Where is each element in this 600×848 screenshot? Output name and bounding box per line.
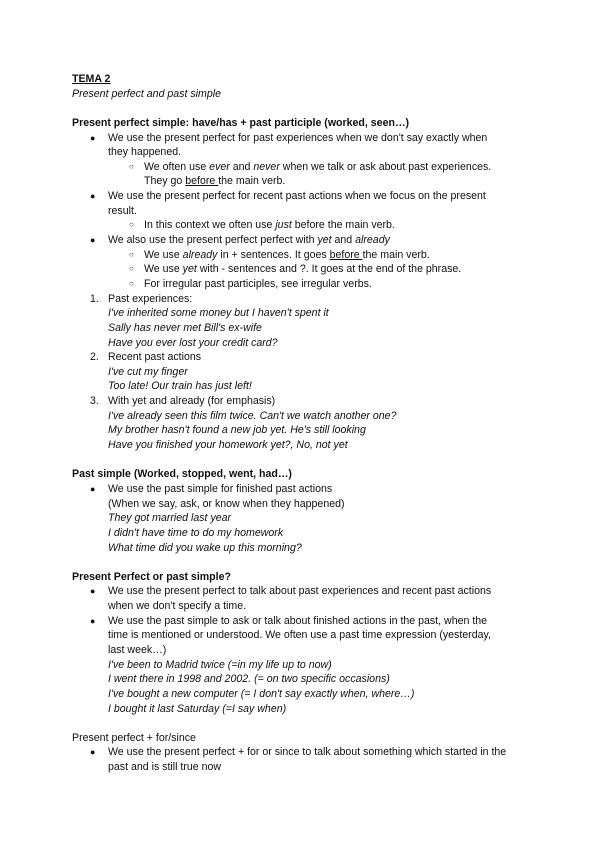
paragraph: [72, 87, 542, 102]
text-run: Present perfect + for/since: [72, 731, 196, 744]
text-run: before: [185, 175, 219, 188]
bullet-item: [72, 189, 542, 204]
text-run: (When we say, ask, or know when they happened): [108, 497, 345, 510]
text-run: We use the present perfect for past experiences when we don't say exactly when: [108, 131, 488, 144]
bullet-item: [72, 584, 542, 599]
bullet-continuation: [72, 658, 542, 673]
text-run: TEMA 2: [72, 73, 111, 85]
list-number: 2.: [90, 351, 99, 364]
sub-bullet-item: [72, 160, 542, 175]
text-run: Present Perfect or past simple?: [72, 570, 231, 583]
text-run: last week…): [108, 643, 167, 656]
bullet-continuation: [72, 204, 542, 219]
text-run: My brother hasn't found a new job yet. He's still looking: [108, 424, 366, 437]
text-run: Present perfect simple: have/has + past participle (worked, seen…): [72, 116, 410, 129]
text-run: We use the present perfect + for or since to talk about something which started in the: [108, 746, 507, 759]
text-run: yet: [182, 263, 197, 276]
numbered-example: [72, 336, 542, 351]
text-run: We use: [144, 263, 183, 276]
text-run: What time did you wake up this morning?: [108, 541, 302, 554]
bullet-dot-icon: ●: [90, 483, 96, 494]
bullet-circle-icon: ○: [129, 278, 134, 288]
text-run: For irregular past participles, see irregular verbs.: [144, 277, 372, 290]
text-run: past and is still true now: [108, 761, 222, 774]
text-run: I went there in 1998 and 2002. (= on two specific occasions): [108, 673, 390, 686]
bullet-dot-icon: ●: [90, 586, 96, 597]
text-run: We use the past simple to ask or talk about finished actions in the past, when the: [108, 614, 488, 627]
document-title: [72, 72, 542, 87]
text-run: Past simple (Worked, stopped, went, had…): [72, 468, 292, 481]
sub-bullet-continuation: [72, 174, 542, 189]
bullet-continuation: [72, 672, 542, 687]
numbered-example: [72, 306, 542, 321]
blank-line: [72, 101, 542, 116]
numbered-example: [72, 423, 542, 438]
bullet-dot-icon: ●: [90, 235, 96, 246]
section-heading: [72, 570, 542, 585]
text-run: Recent past actions: [108, 351, 202, 364]
bullet-continuation: [72, 760, 542, 775]
bullet-item: [72, 614, 542, 629]
list-number: 3.: [90, 395, 99, 408]
document-page: [72, 72, 542, 775]
numbered-example: [72, 365, 542, 380]
blank-line: [72, 716, 542, 731]
section-heading: [72, 116, 542, 131]
numbered-example: [72, 321, 542, 336]
text-run: and: [331, 234, 356, 247]
bullet-item: [72, 131, 542, 146]
text-run: I didn't have time to do my homework: [108, 526, 284, 539]
text-run: Past experiences:: [108, 292, 193, 305]
text-run: We use the present perfect to talk about past experiences and recent past actions: [108, 585, 492, 598]
text-run: when we don't specify a time.: [108, 600, 247, 613]
numbered-example: [72, 379, 542, 394]
text-run: before: [329, 248, 363, 261]
text-run: with - sentences and ?. It goes at the end of the phrase.: [196, 263, 462, 276]
bullet-dot-icon: ●: [90, 132, 96, 143]
text-run: ever: [209, 160, 230, 173]
text-run: I've inherited some money but I haven't spent it: [108, 307, 329, 320]
sub-bullet-item: [72, 248, 542, 263]
text-run: time is mentioned or understood. We often use a past time expression (yesterday,: [108, 629, 491, 642]
text-run: just: [275, 219, 292, 232]
text-run: in + sentences. It goes: [217, 248, 330, 261]
bullet-item: [72, 745, 542, 760]
bullet-circle-icon: ○: [129, 161, 134, 171]
text-run: Sally has never met Bill's ex-wife: [108, 321, 262, 334]
text-run: We often use: [144, 160, 210, 173]
text-run: They go: [144, 175, 186, 188]
text-run: never: [253, 160, 280, 173]
text-run: I've been to Madrid twice (=in my life up to now): [108, 658, 332, 671]
bullet-continuation: [72, 599, 542, 614]
bullet-item: [72, 482, 542, 497]
text-run: Present perfect and past simple: [72, 87, 221, 100]
text-run: They got married last year: [108, 512, 232, 525]
text-run: I've already seen this film twice. Can't we watch another one?: [108, 409, 397, 422]
bullet-continuation: [72, 687, 542, 702]
numbered-example: [72, 438, 542, 453]
sub-bullet-item: [72, 277, 542, 292]
sub-bullet-item: [72, 262, 542, 277]
text-run: I've bought a new computer (= I don't say exactly when, where…): [108, 687, 415, 700]
numbered-item: [72, 292, 542, 307]
bullet-item: [72, 233, 542, 248]
numbered-item: [72, 350, 542, 365]
numbered-item: [72, 394, 542, 409]
text-run: Have you finished your homework yet?, No, not yet: [108, 439, 348, 452]
bullet-continuation: [72, 526, 542, 541]
text-run: yet: [317, 234, 332, 247]
text-run: We use the past simple for finished past actions: [108, 482, 333, 495]
text-run: We use: [144, 248, 183, 261]
paragraph: [72, 731, 542, 746]
bullet-continuation: [72, 643, 542, 658]
bullet-circle-icon: ○: [129, 264, 134, 274]
numbered-example: [72, 409, 542, 424]
blank-line: [72, 453, 542, 468]
text-run: We use the present perfect for recent past actions when we focus on the present: [108, 190, 486, 203]
text-run: before the main verb.: [291, 219, 395, 232]
text-run: result.: [108, 204, 137, 217]
bullet-circle-icon: ○: [129, 220, 134, 230]
text-run: With yet and already (for emphasis): [108, 395, 276, 408]
blank-line: [72, 555, 542, 570]
text-run: I've cut my finger: [108, 365, 188, 378]
bullet-continuation: [72, 541, 542, 556]
text-run: already: [355, 234, 390, 247]
bullet-continuation: [72, 497, 542, 512]
bullet-continuation: [72, 145, 542, 160]
bullet-circle-icon: ○: [129, 249, 134, 259]
section-heading: [72, 467, 542, 482]
bullet-continuation: [72, 702, 542, 717]
text-run: they happened.: [108, 146, 182, 159]
bullet-dot-icon: ●: [90, 191, 96, 202]
bullet-dot-icon: ●: [90, 615, 96, 626]
list-number: 1.: [90, 292, 99, 305]
bullet-continuation: [72, 628, 542, 643]
text-run: I bought it last Saturday (=I say when): [108, 702, 287, 715]
text-run: In this context we often use: [144, 219, 276, 232]
text-run: the main verb.: [218, 175, 286, 188]
text-run: Too late! Our train has just left!: [108, 380, 252, 393]
text-run: already: [182, 248, 218, 261]
text-run: Have you ever lost your credit card?: [108, 336, 278, 349]
text-run: We also use the present perfect perfect with: [108, 234, 318, 247]
sub-bullet-item: [72, 218, 542, 233]
text-run: and: [229, 160, 254, 173]
text-run: when we talk or ask about past experiences.: [279, 160, 492, 173]
bullet-continuation: [72, 511, 542, 526]
text-run: the main verb.: [362, 248, 430, 261]
bullet-dot-icon: ●: [90, 747, 96, 758]
